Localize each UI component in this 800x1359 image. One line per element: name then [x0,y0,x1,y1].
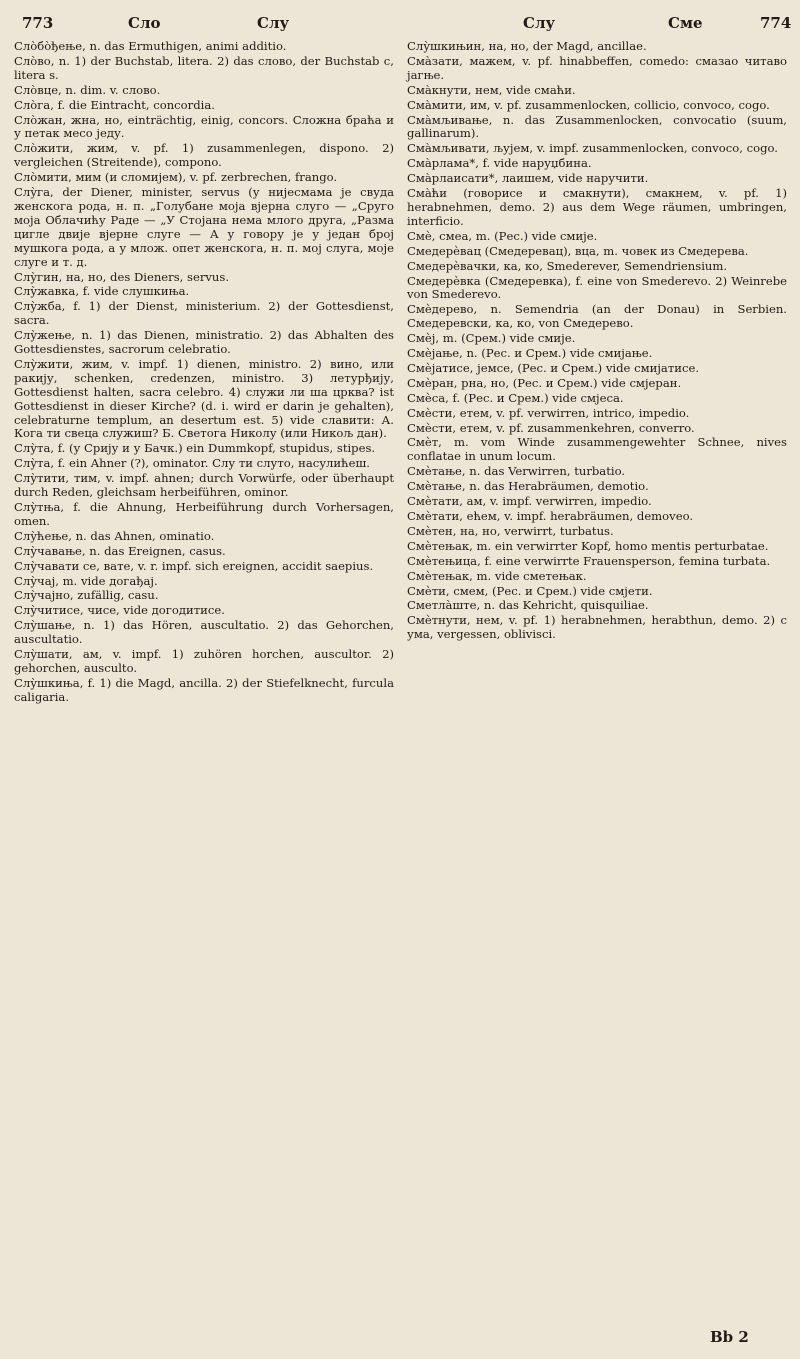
dictionary-entry: Смѐтање, n. das Verwirren, turbatio. [407,464,626,479]
dictionary-entry: Слу̀тити, тим, v. impf. ahnen; durch Vorwürfe, oder überhaupt durch Reden, gleichsam herbeiführen, ominor. [14,471,394,500]
dictionary-entry: Смѐсти, етем, v. pf. verwirren, intrico, impedio. [407,405,690,420]
dictionary-entry: Слу̀читисе, чисе, vide догодитисе. [14,603,225,618]
dictionary-entry: Смѐјање, n. (Рес. и Срем.) vide смијање. [407,346,653,361]
dictionary-entry: Сло̀вце, n. dim. v. слово. [14,82,161,97]
dictionary-entry: Сма̀кнути, нем, vide смаћи. [407,82,576,97]
dictionary-entry: Сло̀жан, жна, но, einträchtig, einig, concors. Сложна браћа и у петак месо једу. [14,112,394,141]
dictionary-entry: Смѐти, смем, (Рес. и Срем.) vide смјети. [407,583,653,598]
dictionary-entry: Слу̀жење, n. 1) das Dienen, ministratio. 2) das Abhalten des Gottesdienstes, sacrorum celebratio. [14,328,394,357]
dictionary-entry: Смѐт, m. vom Winde zusammengewehter Schnee, nives conflatae in unum locum. [407,435,787,464]
dictionary-entry: Смедерѐвачки, ка, ко, Smederever, Semendriensium. [407,258,728,273]
dictionary-entry: Сма̀рлама*, f. vide наруџбина. [407,156,592,171]
dictionary-entry: Смѐтнути, нем, v. pf. 1) herabnehmen, herabthun, demo. 2) с ума, vergessen, obliviscі. [407,613,787,642]
dictionary-entry: Смѐтењак, m. vide сметењак. [407,568,587,583]
dictionary-entry: Слу̀ћење, n. das Ahnen, ominatio. [14,528,215,543]
dictionary-entry: Сма̀ћи (говорисе и смакнути), смакнем, v. pf. 1) herabnehmen, demo. 2) aus dem Wege räumen, umbringen, interficio. [407,186,787,228]
dictionary-entry: Сма̀мљивати, љујем, v. impf. zusammenlocken, convoco, cogo. [407,141,778,156]
left-column [14,40,394,706]
dictionary-entry: Слу̀чавати се, вате, v. r. impf. sich ereignen, accidit saepius. [14,558,374,573]
dictionary-entry: Сло̀во, n. 1) der Buchstab, litera. 2) das слово, der Buchstab с, litera s. [14,53,394,82]
dictionary-entry: Смѐтати, ам, v. impf. verwirren, impedio. [407,494,652,509]
dictionary-entry: Слу̀гин, на, но, des Dieners, servus. [14,269,230,284]
signature-mark: Bb 2 [710,1328,749,1346]
dictionary-entry: Слу̀чај, m. vide догађај. [14,573,158,588]
dictionary-entry: Слу̀шати, ам, v. impf. 1) zuhören horchen, auscultor. 2) gehorchen, ausculto. [14,647,394,675]
dictionary-entry: Слу̀га, der Diener, minister, servus (у нијесмама је свуда женскога рода, н. п. „Голубане моја вјерна слуго — „Сруго моја Облачићу Раде — „У Стојана нема млого друга, „Разма цигле двије вјерне слуге — А у говору је у један број мушкога рода, а у млож. опет женскога, н. п. мој слуга, моје слуге и т. д. [14,185,394,269]
header-guide-word-2: Слу [257,14,290,32]
dictionary-entry: Слу̀жавка, f. vide слушкиња. [14,284,190,299]
dictionary-entry: Смѐтање, n. das Herabräumen, demotio. [407,479,649,494]
dictionary-entry: Слу̀чајно, zufällig, casu. [14,588,159,603]
page-number-left: 773 [22,14,54,32]
dictionary-entry: Сло̀мити, мим (и сломијем), v. pf. zerbrechen, frango. [14,170,338,185]
page-header [0,6,800,36]
dictionary-entry: Слу̀шање, n. 1) das Hören, auscultatio. 2) das Gehorchen, auscultatio. [14,618,394,647]
dictionary-entry: Смѐран, рна, но, (Рес. и Срем.) vide смјеран. [407,375,682,390]
dictionary-entry: Слу̀жити, жим, v. impf. 1) dienen, ministro. 2) вино, или ракију, schenken, credenzen, ministro. 3) летурђију, Gottesdienst halten, sacra celebro. 4) служи ли ша црква? ist Gottesdienst in dieser Kirche? (d. i. wird er darin je gehalten), celebraturne templum, an desertum est. 5) vide славити: А. Кога ти свеца служиш? Б. Светога Николу (или Никољ дан). [14,356,394,441]
dictionary-entry: Смѐтењица, f. eine verwirrte Frauensperson, femina turbata. [407,553,771,568]
dictionary-entry: Слу̀чавање, n. das Ereignen, casus. [14,543,226,558]
dictionary-entry: Сма̀зати, мажем, v. pf. hinabbeffen, comedo: смазао читаво јагње. [407,53,787,82]
dictionary-entry: Сло̀бо̀ђење, n. das Ermuthigen, animi additio. [14,39,287,53]
header-guide-word-3: Слу [523,14,556,32]
dictionary-entry: Смѐј, m. (Срем.) vide смије. [407,331,576,346]
dictionary-entry: Слу̀та, f. (у Срију и у Бачк.) ein Dummkopf, stupidus, stipes. [14,441,376,456]
dictionary-entry: Сло̀жити, жим, v. pf. 1) zusammenlegen, dispono. 2) vergleichen (Streitende), compono. [14,141,394,170]
dictionary-entry: Сма̀рлаисати*, лаишем, vide наручити. [407,171,649,186]
dictionary-entry: Сметла̀ште, n. das Kehricht, quisquiliae. [407,598,649,613]
header-guide-word-4: Сме [668,14,703,32]
dictionary-entry: Сло̀га, f. die Eintracht, concordia. [14,97,215,112]
dictionary-entry: Смѐтен, на, но, verwirrt, turbatus. [407,523,614,538]
dictionary-entry: Смѐдерево, n. Semendria (an der Donau) in Serbien. Смедеревски, ка, ко, von Смедерево. [407,302,787,331]
dictionary-entry: Сма̀мити, им, v. pf. zusammenlocken, collicio, convoco, cogo. [407,97,770,112]
dictionary-entry: Слу̀жба, f. 1) der Dienst, ministerium. 2) der Gottesdienst, sacra. [14,299,394,328]
dictionary-entry: Смѐса, f. (Рес. и Срем.) vide смјеса. [407,390,624,405]
dictionary-entry: Смѐтењак, m. ein verwirrter Kopf, homo mentis perturbatae. [407,538,769,553]
right-column [407,40,787,643]
dictionary-entry: Смедерѐвка (Смедеревка), f. eine von Smederevo. 2) Weinrebe von Smederevo. [407,273,787,302]
dictionary-entry: Сма̀мљивање, n. das Zusammenlocken, convocatio (suum, gallinarum). [407,112,787,141]
dictionary-entry: Смедерѐвац (Смедеревац), вца, m. човек из Смедерева. [407,243,749,258]
page-number-right: 774 [760,14,792,32]
dictionary-entry: Смѐјатисе, јемсе, (Рес. и Срем.) vide смијатисе. [407,360,700,375]
header-guide-word-1: Сло [128,14,161,32]
dictionary-entry: Слу̀та, f. ein Ahner (?), ominator. Слу ти слуто, насулићеш. [14,456,370,471]
dictionary-entry: Смѐсти, етем, v. pf. zusammenkehren, converro. [407,420,695,435]
dictionary-entry: Слу̀тња, f. die Ahnung, Herbeiführung durch Vorhersagen, omen. [14,500,394,528]
dictionary-entry: Слу̀шкиња, f. 1) die Magd, ancilla. 2) der Stiefelknecht, furcula caligaria. [14,675,394,704]
dictionary-entry: Слу̀шкињин, на, но, der Magd, ancillae. [407,39,647,53]
dictionary-entry: Смѐ, смеа, m. (Рес.) vide смије. [407,228,598,243]
dictionary-entry: Смѐтати, ећем, v. impf. herabräumen, demoveo. [407,509,694,523]
